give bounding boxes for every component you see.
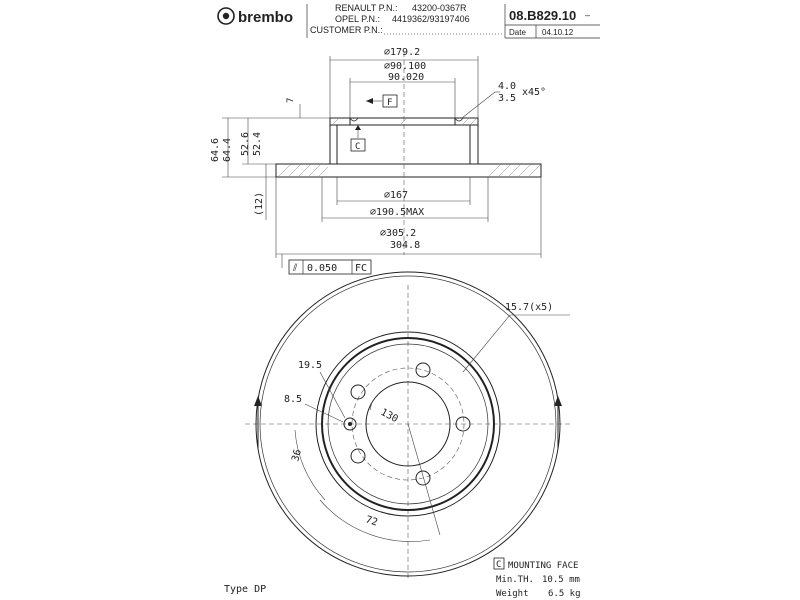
min-thickness-value: 10.5 mm [542,575,580,585]
dim-inner-band: ⌀167 [384,190,409,201]
customer-pn-label: CUSTOMER P.N.: [310,25,383,35]
dim-centre-bore-max: ⌀90.100 [384,61,427,72]
bolt-hole [351,449,365,463]
min-thickness-label: Min.TH. [496,575,534,585]
dim-pcd: 130 [378,406,400,426]
datum-c: C [355,142,361,152]
opel-pn-label: OPEL P.N.: [335,14,381,24]
brembo-logo [218,8,293,26]
part-number-suffix: – [585,10,591,20]
dim-max-band: ⌀190.5MAX [370,207,425,218]
part-number: 08.B829.10 [509,8,577,23]
dim-centre-bore-min: 90.020 [388,72,425,83]
section-view [210,47,546,274]
tolerance-value: 0.050 [307,263,338,274]
tolerance-frame [282,254,371,274]
left-dimensions [210,118,330,220]
date-value: 04.10.12 [542,28,574,37]
dim-19-5: 19.5 [298,360,323,371]
renault-pn-label: RENAULT P.N.: [335,3,398,13]
dim-7: 7 [286,97,296,103]
tolerance-symbol: ⫽ [293,263,298,274]
datum-f: F [387,98,393,108]
dim-hat-diameter: ⌀179.2 [384,47,421,58]
top-dimensions [286,47,546,152]
dim-disc-diameter-max: ⌀305.2 [380,228,417,239]
dim-8-5: 8.5 [284,394,303,405]
front-view [245,272,570,580]
brand-name: brembo [238,9,294,26]
dim-chamfer-1: 4.0 [498,81,517,92]
bolt-hole [351,385,365,399]
dim-height-min: 64.4 [222,137,233,162]
bottom-dimensions [276,177,541,258]
renault-pn-value: 43200-0367R [412,3,467,13]
weight-label: Weight [496,589,529,599]
dim-height-max: 64.6 [210,137,221,162]
dim-hat-min: 52.4 [252,131,263,156]
dim-bolt-hole: 15.7(x5) [505,302,554,313]
dim-thickness: (12) [254,191,265,216]
dim-disc-diameter-min: 304.8 [390,240,421,251]
mounting-face-reference: C [496,560,502,570]
bolt-hole [416,363,430,377]
dim-angle-36: 36 [290,448,305,463]
type-label: Type DP [224,584,267,595]
date-label: Date [509,28,526,37]
dim-chamfer-2: 3.5 [498,93,517,104]
footer [224,558,581,599]
weight-value: 6.5 kg [548,589,581,599]
dim-chamfer-angle: x45° [522,87,547,98]
mounting-face-label: MOUNTING FACE [508,561,579,571]
tolerance-reference: FC [355,263,368,274]
dim-angle-72: 72 [364,514,379,529]
dim-hat-max: 52.6 [240,131,251,156]
title-block [218,3,600,38]
opel-pn-value: 4419362/93197406 [392,14,470,24]
